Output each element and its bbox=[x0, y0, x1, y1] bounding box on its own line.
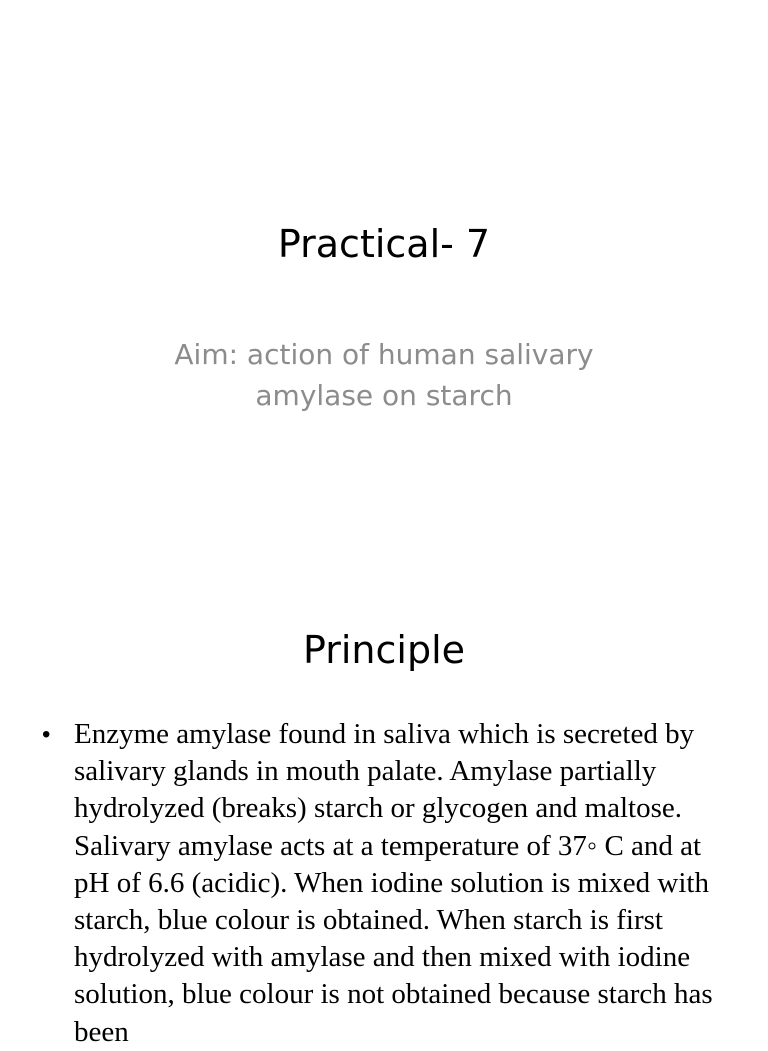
bullet-list bbox=[38, 716, 728, 1051]
bullet-dot-icon: • bbox=[42, 721, 51, 748]
slide-heading: Principle bbox=[302, 628, 466, 672]
principle-slide bbox=[0, 576, 768, 1048]
slide-title: Practical- 7 bbox=[277, 222, 491, 266]
slide-subtitle: Aim: action of human salivary amylase on starch bbox=[174, 338, 594, 412]
bullet-text: Enzyme amylase found in saliva which is secreted by salivary glands in mouth palate. Amylase partially hydrolyzed (breaks) starch or glycogen and maltose. Salivary amylase acts at a temperature of 37◦ C and at pH of 6.6 (acidic). When iodine solution is mixed with starch, blue colour is obtained. When starch is first hydrolyzed with amylase and then mixed with iodine solution, blue colour is not obtained because starch has been bbox=[74, 718, 713, 1048]
bullet-item bbox=[38, 716, 728, 1051]
